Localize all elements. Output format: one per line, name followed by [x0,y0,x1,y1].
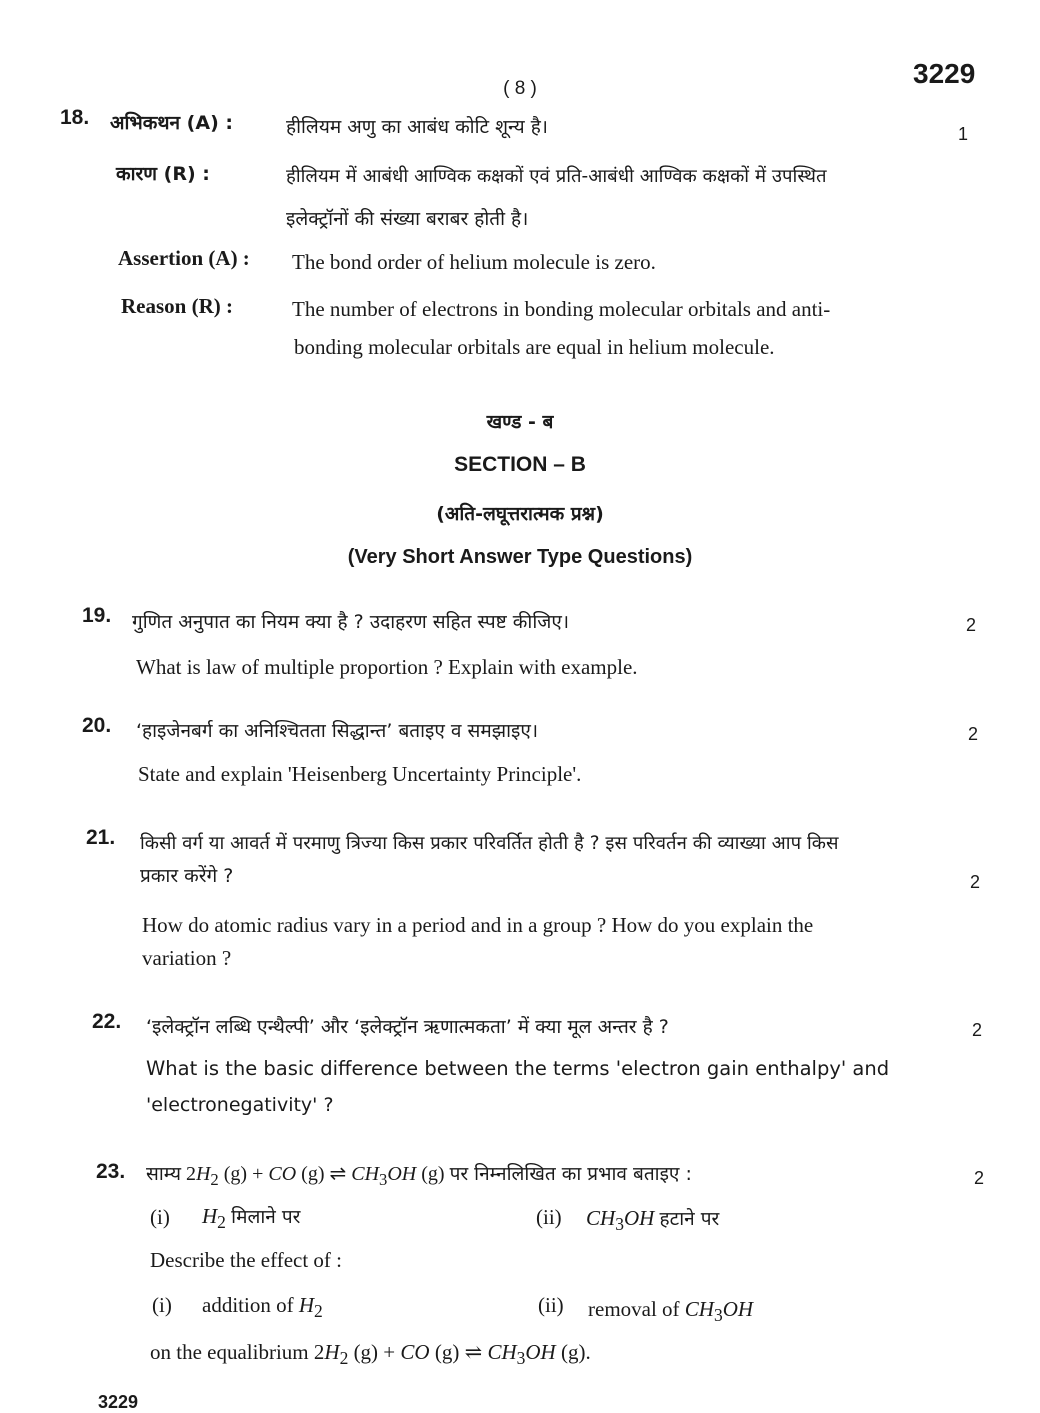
q21-english-1: How do atomic radius vary in a period and in a group ? How do you explain the [142,913,814,937]
q22-english-1: What is the basic difference between the terms 'electron gain enthalpy' and [146,1057,890,1080]
marks-21: 2 [970,872,981,892]
en-reason-label: Reason (R) : [121,294,233,318]
en-section-subtitle: (Very Short Answer Type Questions) [347,546,693,568]
en-reason-text-2: bonding molecular orbitals are equal in helium molecule. [294,335,775,359]
q23-en-option-ii: removal of $CH_3OH$ [588,1297,754,1326]
q23-hi-option-ii-label: (ii) [536,1205,562,1229]
question-number-21: 21. [86,826,116,849]
question-number-22: 22. [92,1010,122,1033]
q23-hi-option-i: $H_2$ मिलाने पर [202,1204,301,1233]
q23-equation-hi: $2H_2$ (g) + CO (g) ⇌ $CH_3OH$ (g) [185,1163,445,1189]
en-reason-text-1: The number of electrons in bonding molecular orbitals and anti- [292,297,831,321]
paper-code: 3229 [913,58,976,89]
q22-hindi: ‘इलेक्ट्रॉन लब्धि एन्थैल्पी’ और ‘इलेक्ट्रॉन ऋणात्मकता’ में क्या मूल अन्तर है ? [146,1016,669,1038]
marks-19: 2 [966,615,977,635]
en-assertion-label: Assertion (A) : [118,246,250,270]
q23-en-on-text: on the equalibrium [150,1340,309,1364]
hi-section-title: खण्ड - ब [486,411,554,433]
q21-english-2: variation ? [142,946,232,970]
q23-hindi-post: पर निम्नलिखित का प्रभाव बताइए : [449,1163,692,1185]
q23-hi-option-ii: $CH_3OH$ हटाने पर [586,1206,720,1235]
question-number-19: 19. [82,604,112,627]
q23-en-equilibrium: on the equalibrium $2H_2$ (g) + CO (g) ⇌ $CH_3OH$ (g). [150,1340,591,1369]
en-section-title: SECTION – B [454,453,586,476]
q23-en-option-i-label: (i) [152,1293,172,1317]
q21-hindi-2: प्रकार करेंगे ? [140,865,234,887]
q19-english: What is law of multiple proportion ? Explain with example. [136,655,638,679]
marks-18: 1 [958,124,969,144]
q23-hindi-line [146,1160,692,1190]
q23-hi-option-ii-text: हटाने पर [659,1208,720,1230]
hi-assertion-label: अभिकथन (A) : [110,112,233,134]
hi-reason-text-1: हीलियम में आबंधी आण्विक कक्षकों एवं प्रति-आबंधी आण्विक कक्षकों में उपस्थित [286,166,827,187]
hi-section-subtitle: (अति-लघूत्तरात्मक प्रश्न) [436,503,604,525]
hi-assertion-text: हीलियम अणु का आबंध कोटि शून्य है। [286,116,548,138]
q23-hi-option-i-text: मिलाने पर [231,1206,301,1228]
hi-reason-text-2: इलेक्ट्रॉनों की संख्या बराबर होती है। [286,208,529,230]
footer-code: 3229 [98,1392,139,1412]
q23-en-option-ii-text: removal of [588,1297,680,1321]
q20-english: State and explain 'Heisenberg Uncertainty Principle'. [138,762,582,786]
q23-en-option-ii-label: (ii) [538,1293,564,1317]
q19-hindi: गुणित अनुपात का नियम क्या है ? उदाहरण सहित स्पष्ट कीजिए। [132,611,570,633]
q22-english-2: 'electronegativity' ? [146,1094,334,1116]
q23-hindi-pre: साम्य [146,1163,181,1185]
q21-hindi-1: किसी वर्ग या आवर्त में परमाणु त्रिज्या किस प्रकार परिवर्तित होती है ? इस परिवर्तन की व्याख्या आप किस [140,833,839,854]
question-number-18: 18. [60,106,90,129]
marks-22: 2 [972,1020,983,1040]
question-number-23: 23. [96,1160,126,1183]
q20-hindi: ‘हाइजेनबर्ग का अनिश्चितता सिद्धान्त’ बताइए व समझाइए। [136,720,539,742]
question-number-20: 20. [82,714,112,737]
q23-en-option-i: addition of $H_2$ [202,1293,323,1322]
page-number: ( 8 ) [503,78,537,99]
en-assertion-text: The bond order of helium molecule is zero. [292,250,656,274]
marks-20: 2 [968,724,979,744]
q23-hi-option-i-label: (i) [150,1205,170,1229]
q23-en-option-i-text: addition of [202,1293,294,1317]
q23-en-intro: Describe the effect of : [150,1248,343,1272]
marks-23: 2 [974,1168,985,1188]
hi-reason-label: कारण (R) : [116,163,210,185]
